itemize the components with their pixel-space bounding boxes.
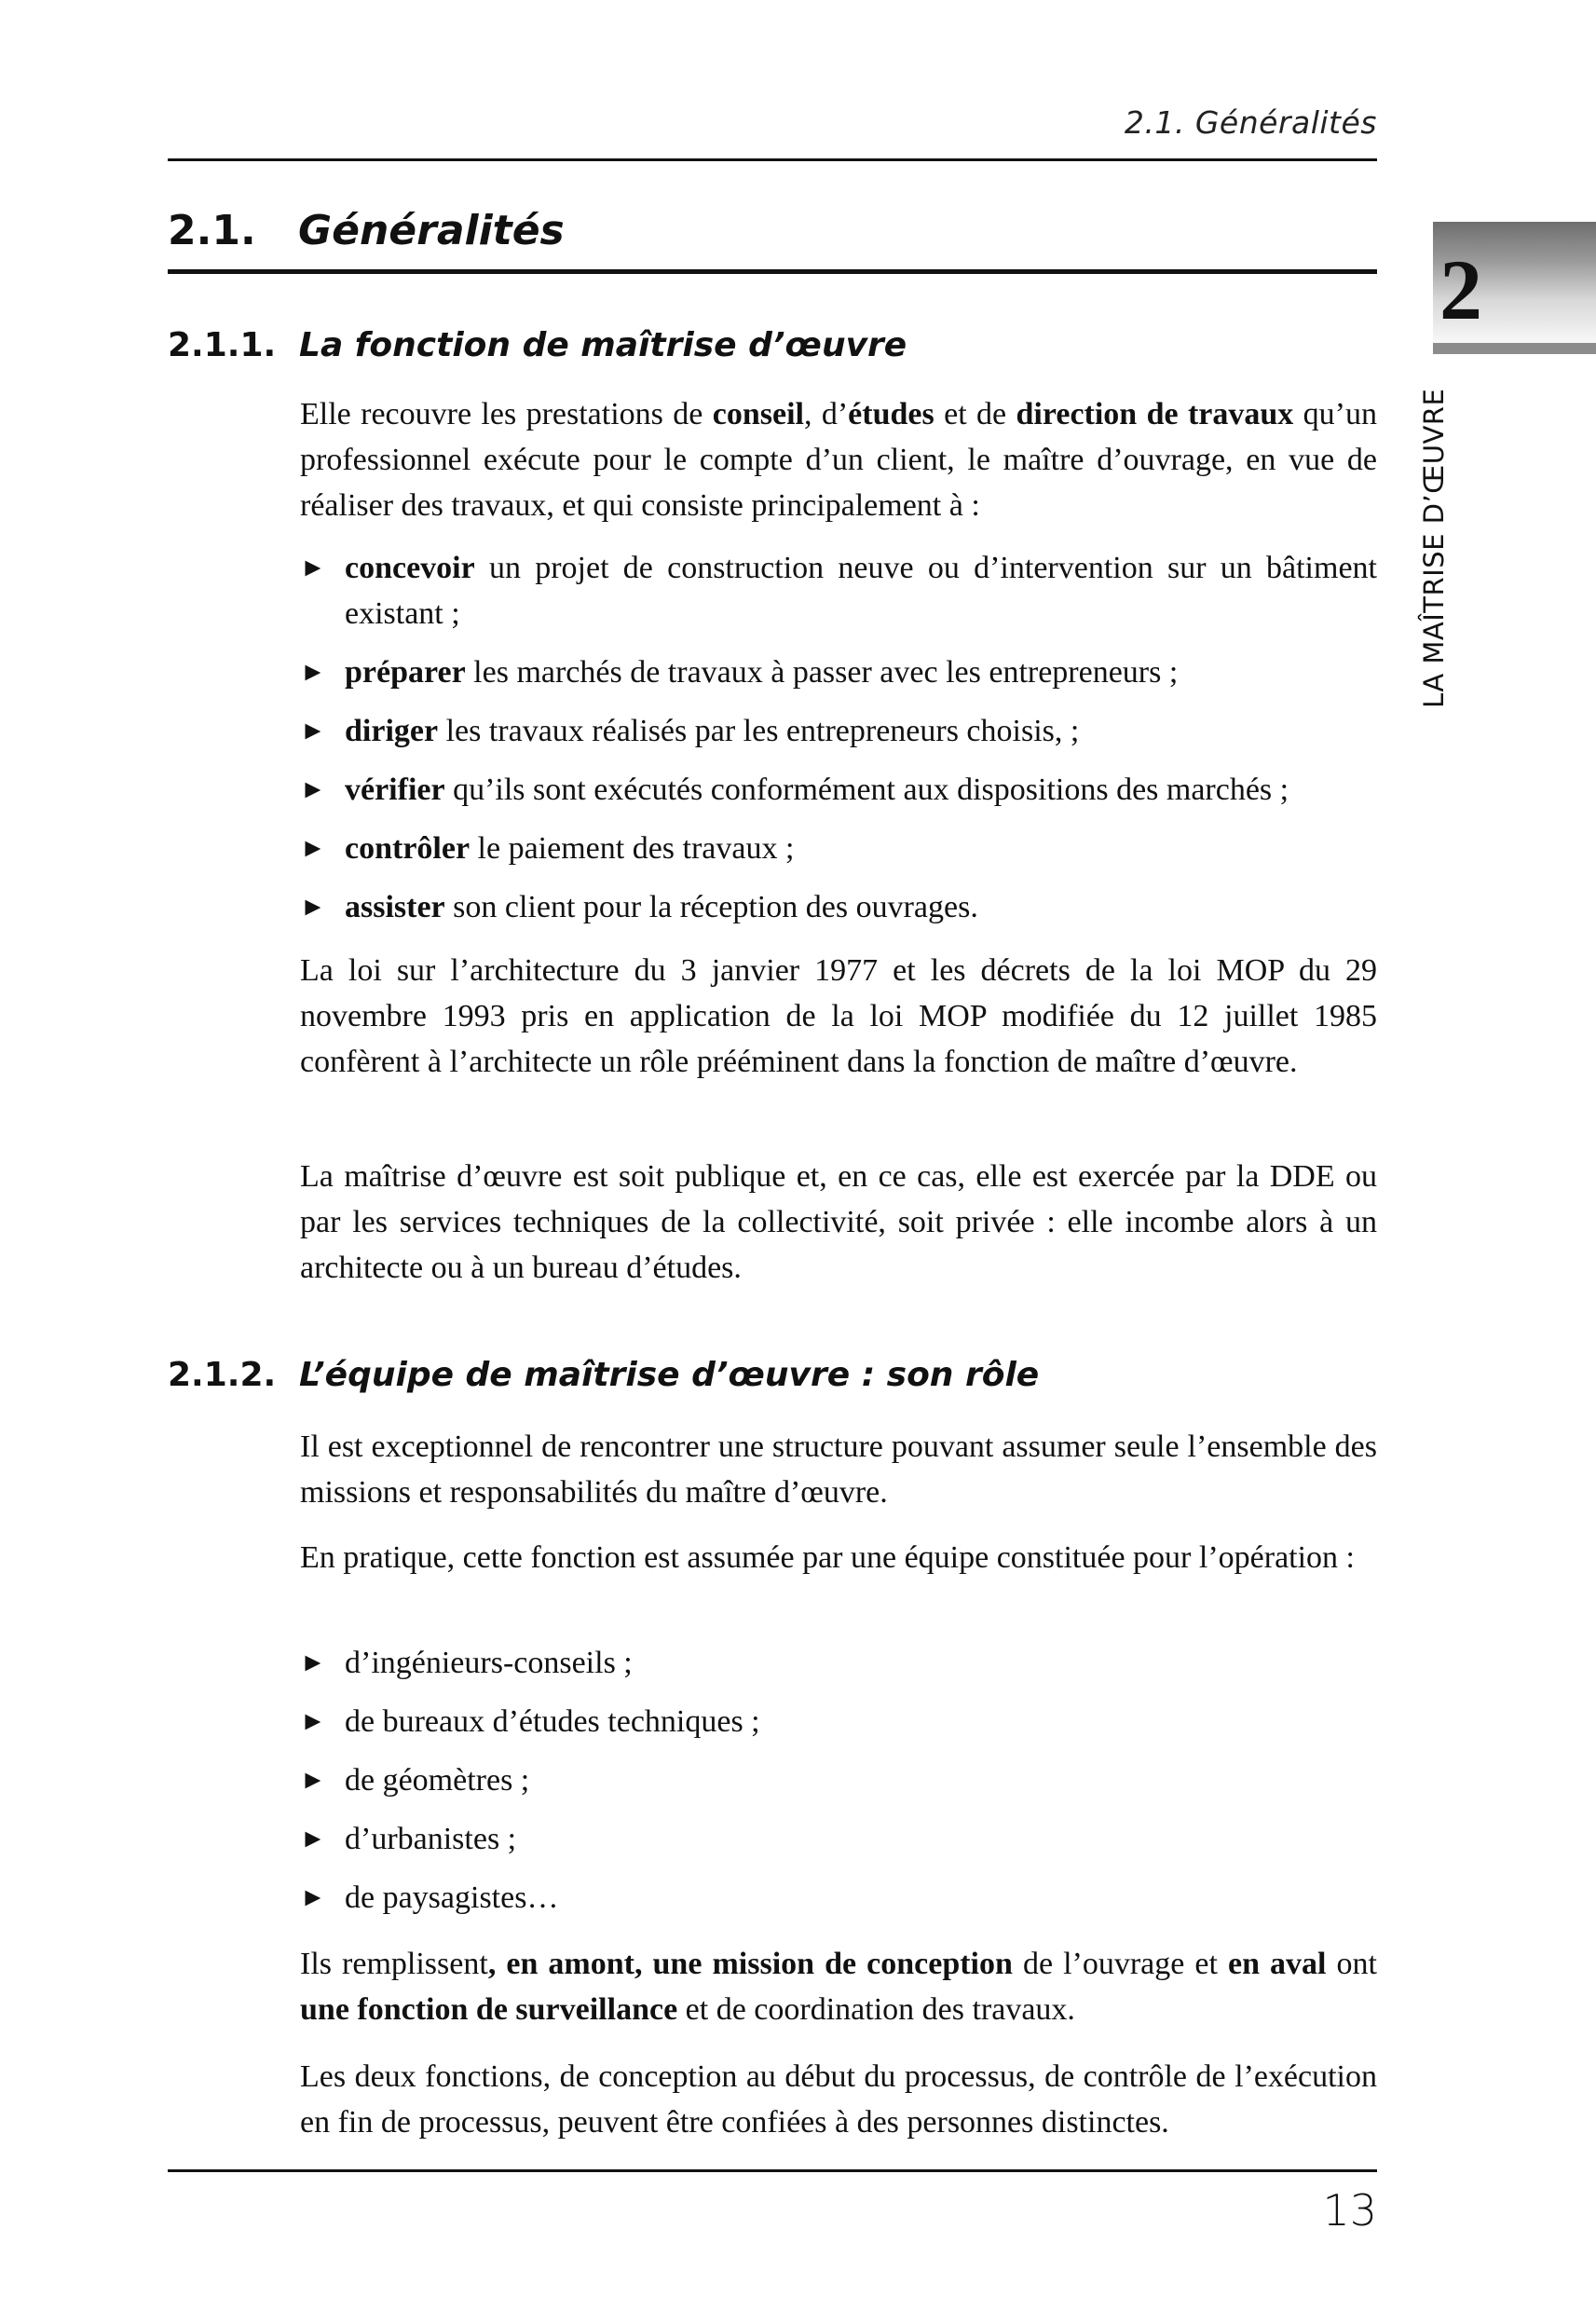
list-item: ► concevoir un projet de construction neuve ou d’intervention sur un bâtiment existant ;: [300, 545, 1377, 636]
section-heading: [168, 207, 565, 254]
subsection-title-1: La fonction de maîtrise d’œuvre: [299, 326, 907, 364]
list-item: ► vérifier qu’ils sont exécutés conformément aux dispositions des marchés ;: [300, 767, 1377, 813]
chapter-tab-shadow: [1433, 343, 1596, 354]
roles-paragraph: Ils remplissent, en amont, une mission de conception de l’ouvrage et en aval ont une fonction de surveillance et de coordination des travaux.: [300, 1947, 1377, 2027]
bullet-arrow-icon: ►: [300, 834, 326, 863]
bullet-arrow-icon: ►: [300, 1707, 326, 1736]
law-paragraph: La loi sur l’architecture du 3 janvier 1977 et les décrets de la loi MOP du 29 novembre 1993 pris en application de la loi MOP modifiée du 12 juillet 1985 confèrent à l’architecte un rôle prééminent dans la fonction de maître d’œuvre.: [300, 953, 1377, 1079]
subsection-number-1: 2.1.1.: [168, 326, 277, 364]
section-title: Généralités: [298, 207, 565, 254]
header-rule: [168, 158, 1377, 161]
bullet-arrow-icon: ►: [300, 775, 326, 804]
chapter-side-title: LA MAÎTRISE D’ŒUVRE: [1418, 388, 1450, 708]
section-number: 2.1.: [168, 207, 256, 254]
list-item: ► de bureaux d’études techniques ;: [300, 1699, 1377, 1744]
bullet-arrow-icon: ►: [300, 893, 326, 922]
bullet-arrow-icon: ►: [300, 1766, 326, 1795]
team-list: [300, 1640, 1377, 1934]
subsection-title-2: L’équipe de maîtrise d’œuvre : son rôle: [299, 1356, 1040, 1394]
section-rule: [168, 269, 1377, 274]
running-head: 2.1. Généralités: [1124, 104, 1377, 141]
intro-paragraph: Elle recouvre les prestations de conseil, d’études et de direction de travaux qu’un professionnel exécute pour le compte d’un client, le maître d’ouvrage, en vue de réaliser des travaux, et qui consiste principalement à :: [300, 397, 1377, 523]
public-private-paragraph: La maîtrise d’œuvre est soit publique et, en ce cas, elle est exercée par la DDE ou par les services techniques de la collectivité, soit privée : elle incombe alors à un architecte ou à un bureau d’études.: [300, 1159, 1377, 1285]
subsection-heading-2: [168, 1356, 1039, 1394]
list-item: ► d’urbanistes ;: [300, 1816, 1377, 1862]
bullet-arrow-icon: ►: [300, 1825, 326, 1853]
subsection-number-2: 2.1.2.: [168, 1356, 277, 1394]
list-item: ► de paysagistes…: [300, 1875, 1377, 1921]
bullet-arrow-icon: ►: [300, 554, 326, 582]
team-paragraph-1: Il est exceptionnel de rencontrer une structure pouvant assumer seule l’ensemble des missions et responsabilités du maître d’œuvre.: [300, 1429, 1377, 1510]
chapter-tab-number: 2: [1439, 242, 1482, 337]
subsection-heading-1: [168, 326, 907, 364]
list-item: ► diriger les travaux réalisés par les entrepreneurs choisis, ;: [300, 708, 1377, 754]
list-item: ► d’ingénieurs-conseils ;: [300, 1640, 1377, 1686]
team-paragraph-2: En pratique, cette fonction est assumée par une équipe constituée pour l’opération :: [300, 1540, 1355, 1575]
functions-paragraph: Les deux fonctions, de conception au début du processus, de contrôle de l’exécution en fin de processus, peuvent être confiées à des personnes distinctes.: [300, 2059, 1377, 2140]
footer-rule: [168, 2169, 1377, 2172]
missions-list: [300, 545, 1377, 943]
list-item: ► de géomètres ;: [300, 1757, 1377, 1803]
list-item: ► préparer les marchés de travaux à passer avec les entrepreneurs ;: [300, 650, 1377, 695]
bullet-arrow-icon: ►: [300, 1883, 326, 1912]
bullet-arrow-icon: ►: [300, 658, 326, 687]
bullet-arrow-icon: ►: [300, 1648, 326, 1677]
bullet-arrow-icon: ►: [300, 717, 326, 745]
list-item: ► assister son client pour la réception des ouvrages.: [300, 884, 1377, 930]
list-item: ► contrôler le paiement des travaux ;: [300, 826, 1377, 871]
page-number: 13: [1322, 2185, 1377, 2236]
